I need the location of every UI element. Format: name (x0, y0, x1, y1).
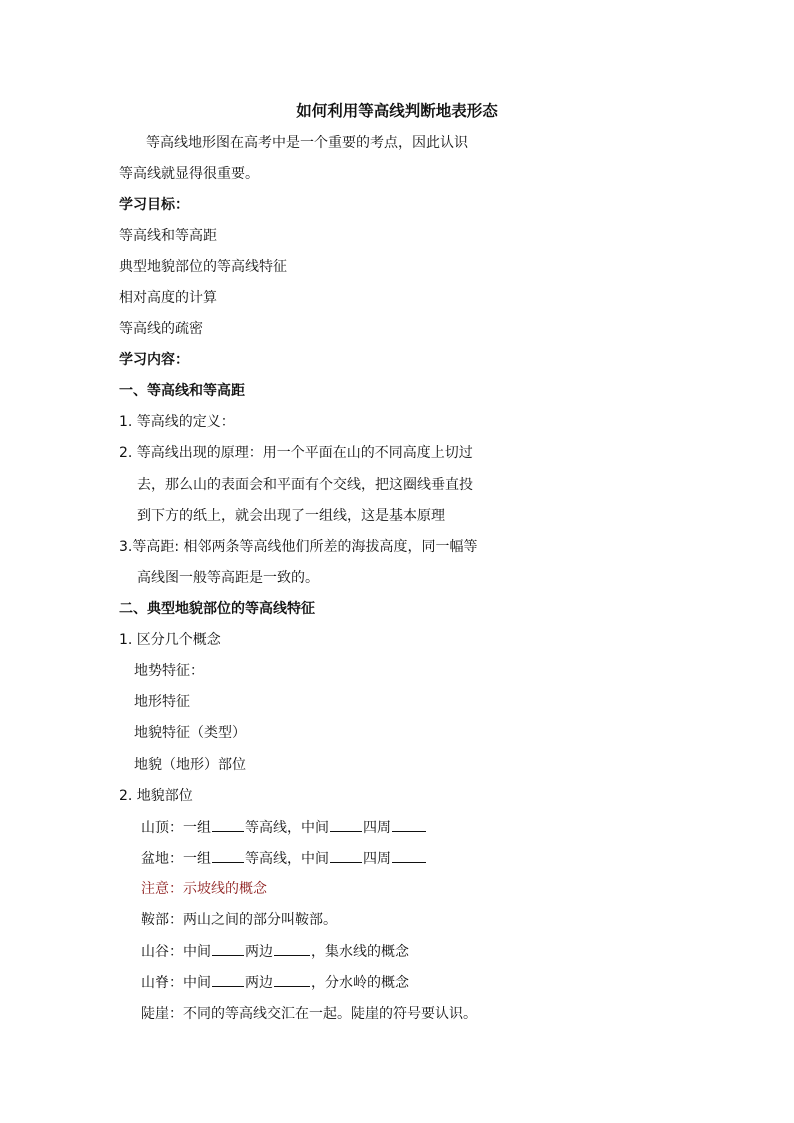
ridge-text-a: 山脊：中间 (141, 975, 211, 991)
concept-item: 地貌（地形）部位 (134, 757, 246, 773)
valley-text-a: 山谷：中间 (141, 944, 211, 960)
content-heading: 学习内容： (119, 352, 189, 368)
fill-blank (274, 941, 310, 956)
fill-blank (330, 817, 362, 832)
goal-item: 典型地貌部位的等高线特征 (119, 259, 287, 275)
section2-heading: 二、典型地貌部位的等高线特征 (119, 601, 315, 617)
section1-item2-line2: 去，那么山的表面会和平面有个交线，把这圈线垂直投 (137, 477, 473, 493)
fill-blank (274, 972, 310, 987)
fill-blank (330, 848, 362, 863)
summit-line (141, 817, 427, 837)
basin-text-c: 四周 (363, 851, 391, 867)
valley-text-c: ，集水线的概念 (311, 944, 409, 960)
basin-line (141, 848, 427, 868)
section1-item1: 1. 等高线的定义： (119, 414, 235, 430)
fill-blank (212, 817, 244, 832)
summit-text-b: 等高线，中间 (245, 820, 329, 836)
intro-line-1: 等高线地形图在高考中是一个重要的考点，因此认识 (146, 135, 468, 151)
section1-item2-line3: 到下方的纸上，就会出现了一组线，这是基本原理 (137, 508, 445, 524)
cliff-line: 陡崖：不同的等高线交汇在一起。陡崖的符号要认识。 (141, 1006, 477, 1022)
ridge-text-b: 两边 (245, 975, 273, 991)
goal-item: 相对高度的计算 (119, 290, 217, 306)
ridge-line (141, 972, 409, 992)
summit-text-c: 四周 (363, 820, 391, 836)
summit-text-a: 山顶：一组 (141, 820, 211, 836)
basin-text-a: 盆地：一组 (141, 851, 211, 867)
note-line: 注意：示坡线的概念 (141, 881, 267, 897)
fill-blank (392, 817, 426, 832)
saddle-line: 鞍部：两山之间的部分叫鞍部。 (141, 912, 337, 928)
section2-item1: 1. 区分几个概念 (119, 632, 221, 648)
section1-item2-line1: 2. 等高线出现的原理：用一个平面在山的不同高度上切过 (119, 445, 473, 461)
document-title: 如何利用等高线判断地表形态 (296, 102, 498, 120)
fill-blank (212, 848, 244, 863)
concept-item: 地势特征： (134, 663, 204, 679)
goals-heading: 学习目标： (119, 197, 189, 213)
goal-item: 等高线的疏密 (119, 321, 203, 337)
intro-line-2: 等高线就显得很重要。 (119, 166, 259, 182)
goal-item: 等高线和等高距 (119, 228, 217, 244)
valley-text-b: 两边 (245, 944, 273, 960)
concept-item: 地形特征 (134, 694, 190, 710)
ridge-text-c: ，分水岭的概念 (311, 975, 409, 991)
section2-item2: 2. 地貌部位 (119, 788, 193, 804)
concept-item: 地貌特征（类型） (134, 725, 246, 741)
section1-item3-line2: 高线图一般等高距是一致的。 (137, 570, 319, 586)
section1-item3-line1: 3.等高距: 相邻两条等高线他们所差的海拔高度，同一幅等 (119, 539, 478, 555)
basin-text-b: 等高线，中间 (245, 851, 329, 867)
fill-blank (212, 941, 244, 956)
fill-blank (212, 972, 244, 987)
fill-blank (392, 848, 426, 863)
valley-line (141, 941, 409, 961)
section1-heading: 一、等高线和等高距 (119, 383, 245, 399)
